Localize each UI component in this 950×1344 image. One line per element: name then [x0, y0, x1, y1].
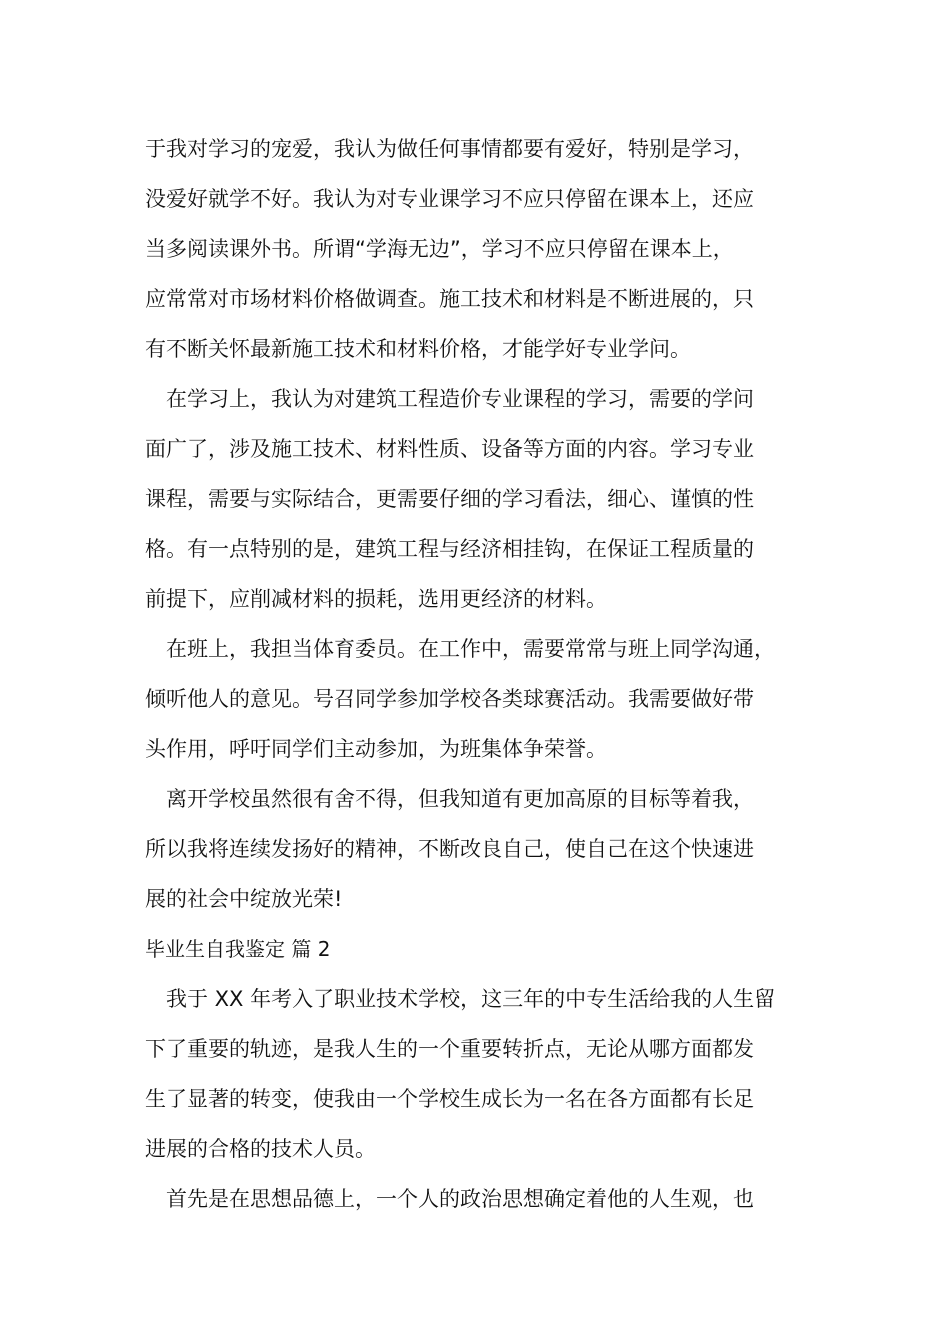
text-line: 有不断关怀最新施工技术和材料价格，才能学好专业学问。	[145, 337, 691, 361]
text-line: 生了显著的转变，使我由一个学校生成长为一名在各方面都有长足	[145, 1087, 754, 1111]
text-line: 进展的合格的技术人员。	[145, 1137, 376, 1161]
text-line: 当多阅读课外书。所谓“学海无边”，学习不应只停留在课本上，	[145, 237, 734, 261]
text-line: 首先是在思想品德上，一个人的政治思想确定着他的人生观，也	[145, 1187, 754, 1211]
text-line: 没爱好就学不好。我认为对专业课学习不应只停留在课本上，还应	[145, 187, 754, 211]
text-line: 展的社会中绽放光荣!	[145, 887, 343, 911]
text-line: 下了重要的轨迹，是我人生的一个重要转折点，无论从哪方面都发	[145, 1037, 754, 1061]
text-line: 前提下，应削减材料的损耗，选用更经济的材料。	[145, 587, 607, 611]
text-line: 课程，需要与实际结合，更需要仔细的学习看法，细心、谨慎的性	[145, 487, 754, 511]
section-heading: 毕业生自我鉴定 篇 2	[145, 937, 331, 961]
text-line: 我于 XX 年考入了职业技术学校，这三年的中专生活给我的人生留	[145, 987, 776, 1011]
text-line: 在班上，我担当体育委员。在工作中，需要常常与班上同学沟通，	[145, 637, 775, 661]
text-line: 于我对学习的宠爱，我认为做任何事情都要有爱好，特别是学习，	[145, 137, 754, 161]
text-line: 应常常对市场材料价格做调查。施工技术和材料是不断进展的，只	[145, 287, 754, 311]
text-line: 头作用，呼吁同学们主动参加，为班集体争荣誉。	[145, 737, 607, 761]
text-line: 在学习上，我认为对建筑工程造价专业课程的学习，需要的学问	[145, 387, 754, 411]
text-line: 离开学校虽然很有舍不得，但我知道有更加高原的目标等着我，	[145, 787, 754, 811]
text-line: 格。有一点特别的是，建筑工程与经济相挂钩，在保证工程质量的	[145, 537, 754, 561]
text-line: 面广了，涉及施工技术、材料性质、设备等方面的内容。学习专业	[145, 437, 754, 461]
text-line: 倾听他人的意见。号召同学参加学校各类球赛活动。我需要做好带	[145, 687, 754, 711]
text-line: 所以我将连续发扬好的精神，不断改良自己，使自己在这个快速进	[145, 837, 754, 861]
